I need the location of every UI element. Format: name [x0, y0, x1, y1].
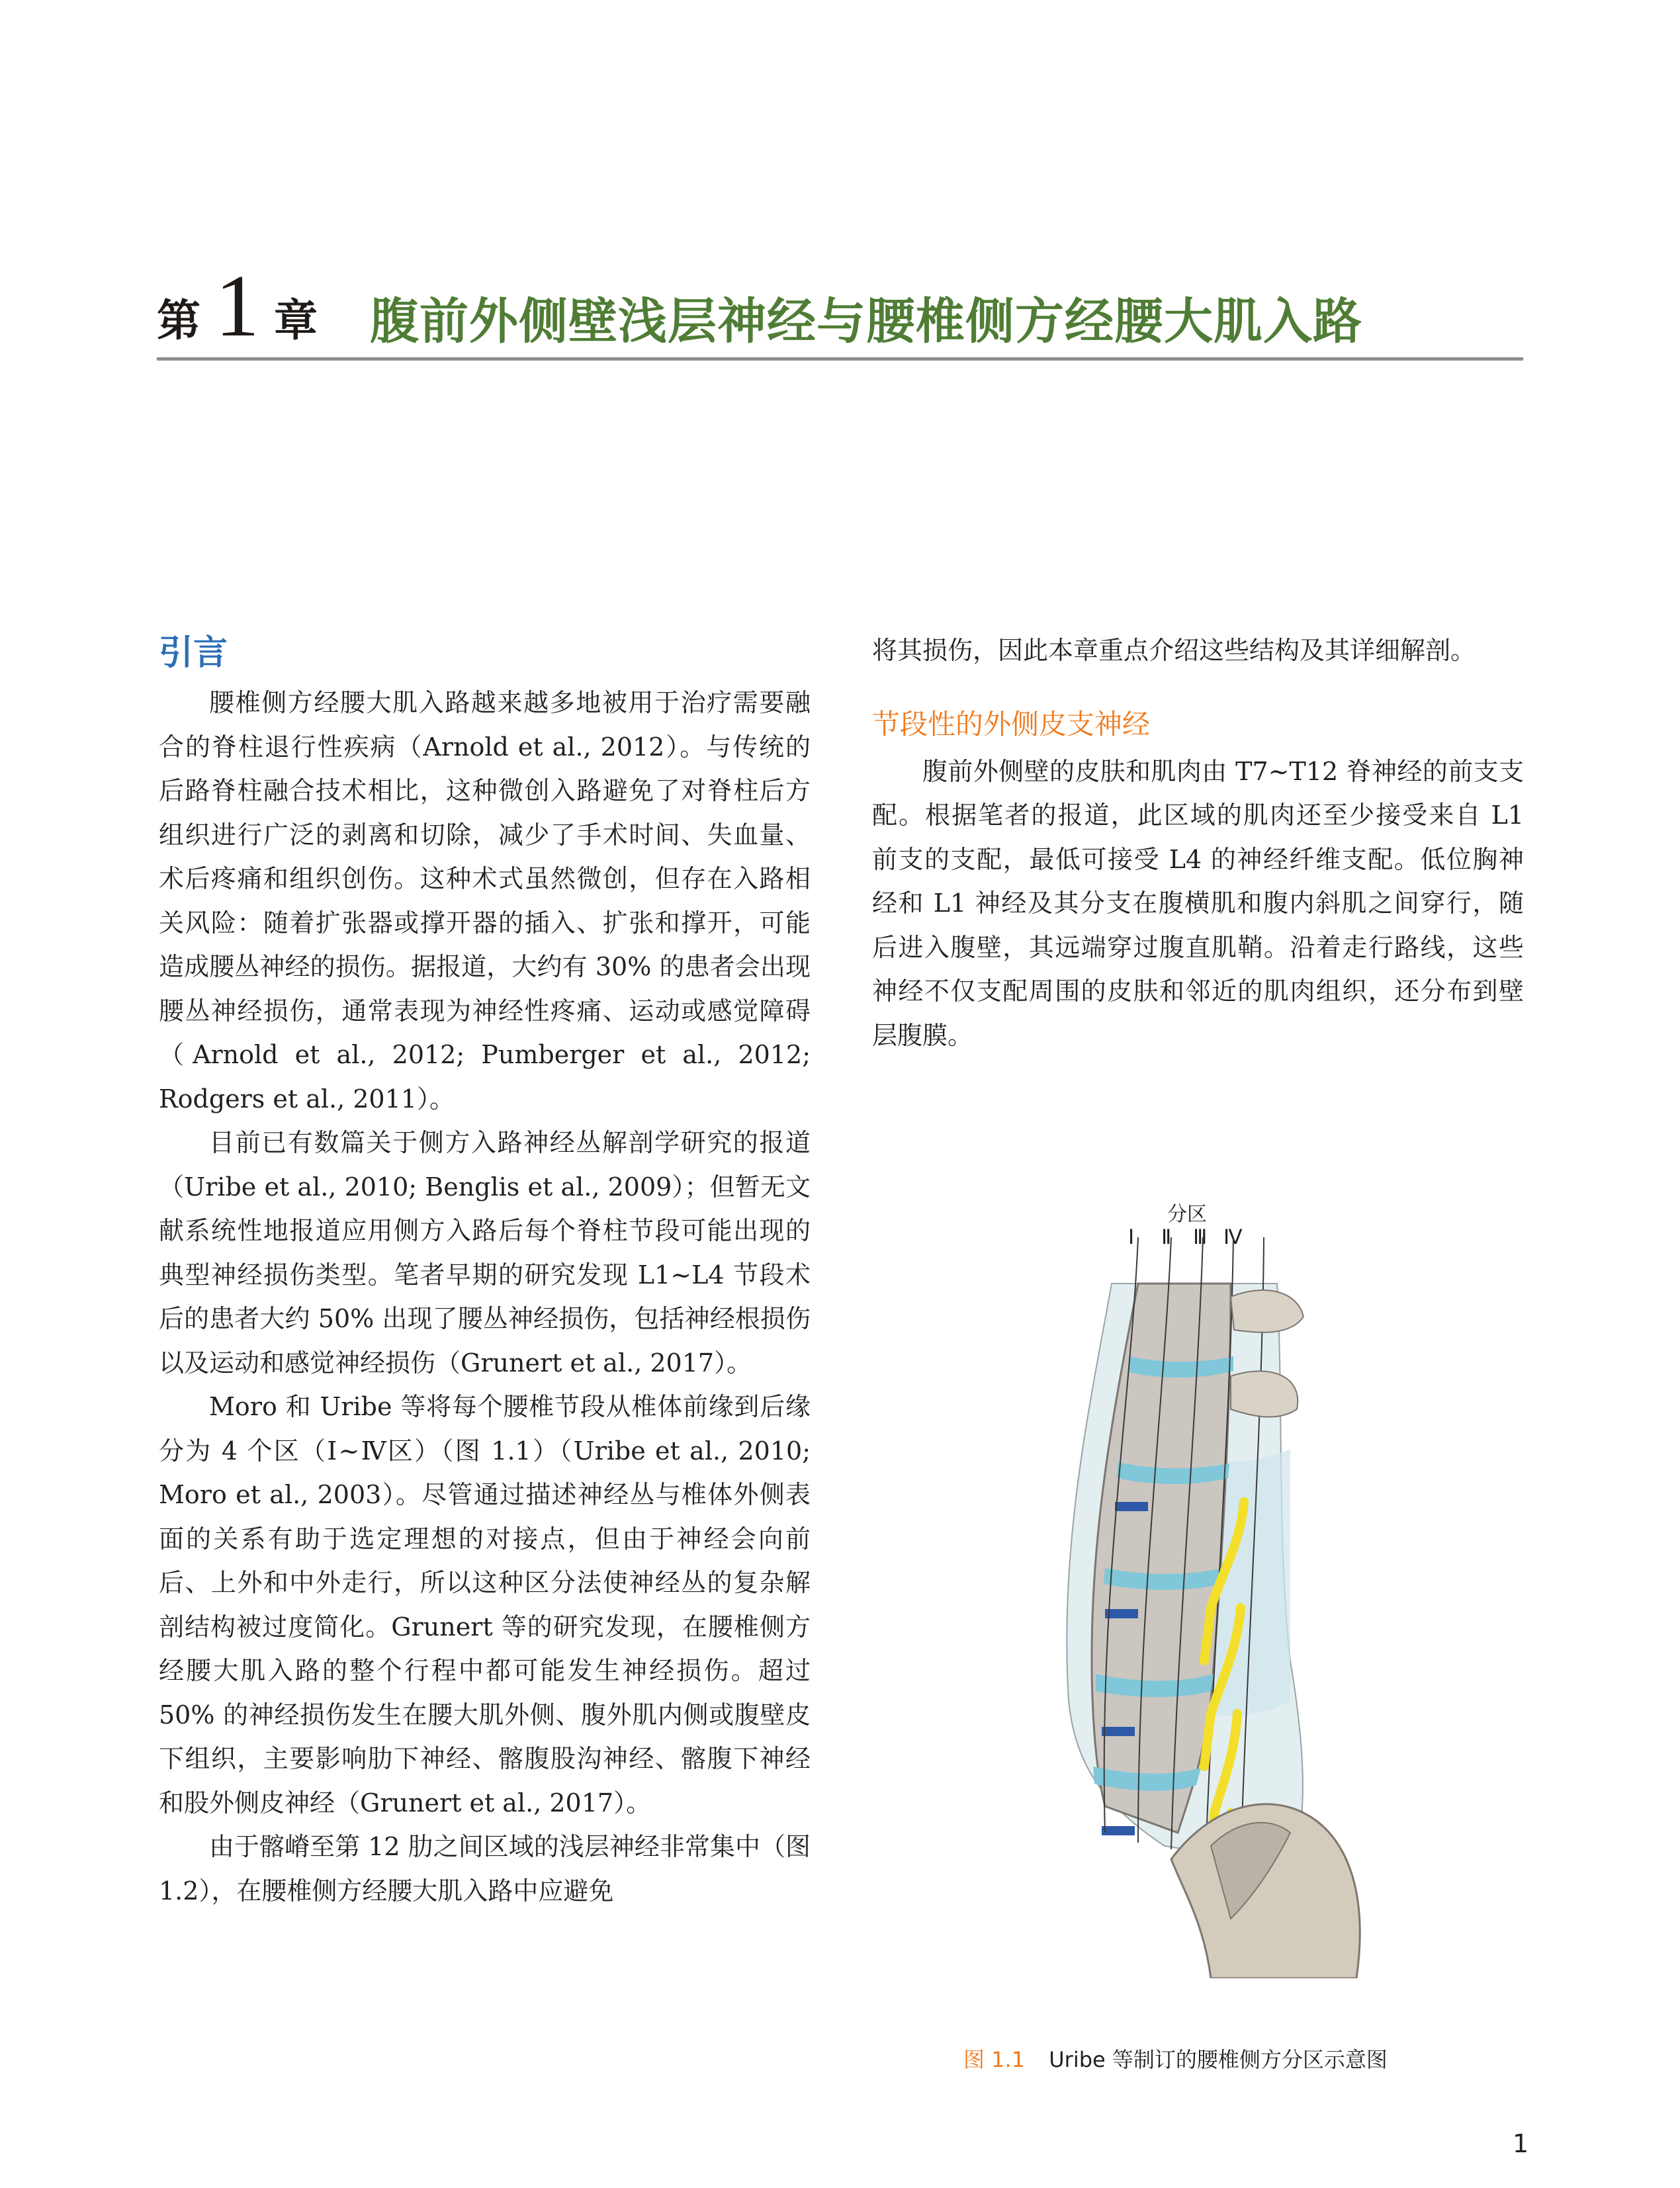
chapter-label: [157, 257, 318, 355]
figure-caption-label: 图 1.1: [963, 2047, 1026, 2072]
figure-caption-text: Uribe 等制订的腰椎侧方分区示意图: [1049, 2047, 1388, 2072]
chapter-prefix: 第: [157, 295, 200, 346]
chapter-title: 腹前外侧壁浅层神经与腰椎侧方经腰大肌入路: [370, 293, 1362, 350]
zone-label-1: Ⅰ: [1128, 1225, 1135, 1248]
intro-paragraph-2: 目前已有数篇关于侧方入路神经丛解剖学研究的报道（Uribe et al., 2010; Benglis et al., 2009）；但暂无文献系统性地报道应用侧方入路后每个脊柱节段可能出现的典型神经损伤类型。笔者早期的研究发现 L1~L4 节段术后的患者大约 50% 出现了腰丛神经损伤，包括神经根损伤以及运动和感觉神经损伤（Grunert et al., 2017）。: [159, 1128, 811, 1378]
lumbar-spine-illustration: [1012, 1198, 1409, 1978]
zone-title: 分区: [1167, 1203, 1207, 1226]
chapter-divider: [157, 357, 1523, 361]
intro-paragraph-1: 腰椎侧方经腰大肌入路越来越多地被用于治疗需要融合的脊柱退行性疾病（Arnold et al., 2012）。与传统的后路脊柱融合技术相比，这种微创入路避免了对脊柱后方组织进行广泛的剥离和切除，减少了手术时间、失血量、术后疼痛和组织创伤。这种术式虽然微创，但存在入路相关风险：随着扩张器或撑开器的插入、扩张和撑开，可能造成腰丛神经的损伤。据报道，大约有 30% 的患者会出现腰丛神经损伤，通常表现为神经性疼痛、运动或感觉障碍（Arnold et al., 2012; Pumberger et al., 2012; Rodgers et al., 2011）。: [159, 688, 811, 1114]
lateral-cutaneous-paragraph: 腹前外侧壁的皮肤和肌肉由 T7~T12 脊神经的前支支配。根据笔者的报道，此区域的肌肉还至少接受来自 L1 前支的支配，最低可接受 L4 的神经纤维支配。低位胸神经和 L1 神经及其分支在腹横肌和腹内斜肌之间穿行，随后进入腹壁，其远端穿过腹直肌鞘。沿着走行路线，这些神经不仅支配周围的皮肤和邻近的肌肉组织，还分布到壁层腹膜。: [872, 756, 1524, 1050]
continuation-paragraph: 将其损伤，因此本章重点介绍这些结构及其详细解剖。: [872, 636, 1476, 665]
right-column: [872, 629, 1524, 1057]
left-column: [159, 629, 811, 1913]
chapter-suffix: 章: [274, 295, 318, 346]
figure-caption: [963, 2043, 1388, 2074]
zone-label-4: Ⅳ: [1223, 1225, 1243, 1248]
chapter-number: 1: [215, 257, 259, 355]
zone-label-3: Ⅲ: [1193, 1225, 1208, 1248]
intro-paragraph-4: 由于髂嵴至第 12 肋之间区域的浅层神经非常集中（图 1.2），在腰椎侧方经腰大肌入路中应避免: [159, 1832, 811, 1905]
lateral-cutaneous-heading: 节段性的外侧皮支神经: [872, 707, 1151, 740]
page-number: 1: [1513, 2129, 1529, 2158]
zone-label-2: Ⅱ: [1161, 1225, 1172, 1248]
figure-1-1: [1012, 1198, 1409, 1978]
intro-paragraph-3: Moro 和 Uribe 等将每个腰椎节段从椎体前缘到后缘分为 4 个区（Ⅰ~Ⅳ区）（图 1.1）（Uribe et al., 2010; Moro et al., 2003）。尽管通过描述神经丛与椎体外侧表面的关系有助于选定理想的对接点，但由于神经会向前后、上外和中外走行，所以这种区分法使神经丛的复杂解剖结构被过度简化。Grunert 等的研究发现，在腰椎侧方经腰大肌入路的整个行程中都可能发生神经损伤。超过 50% 的神经损伤发生在腰大肌外侧、腹外肌内侧或腹壁皮下组织，主要影响肋下神经、髂腹股沟神经、髂腹下神经和股外侧皮神经（Grunert et al., 2017）。: [159, 1392, 811, 1817]
intro-heading: 引言: [159, 633, 228, 673]
